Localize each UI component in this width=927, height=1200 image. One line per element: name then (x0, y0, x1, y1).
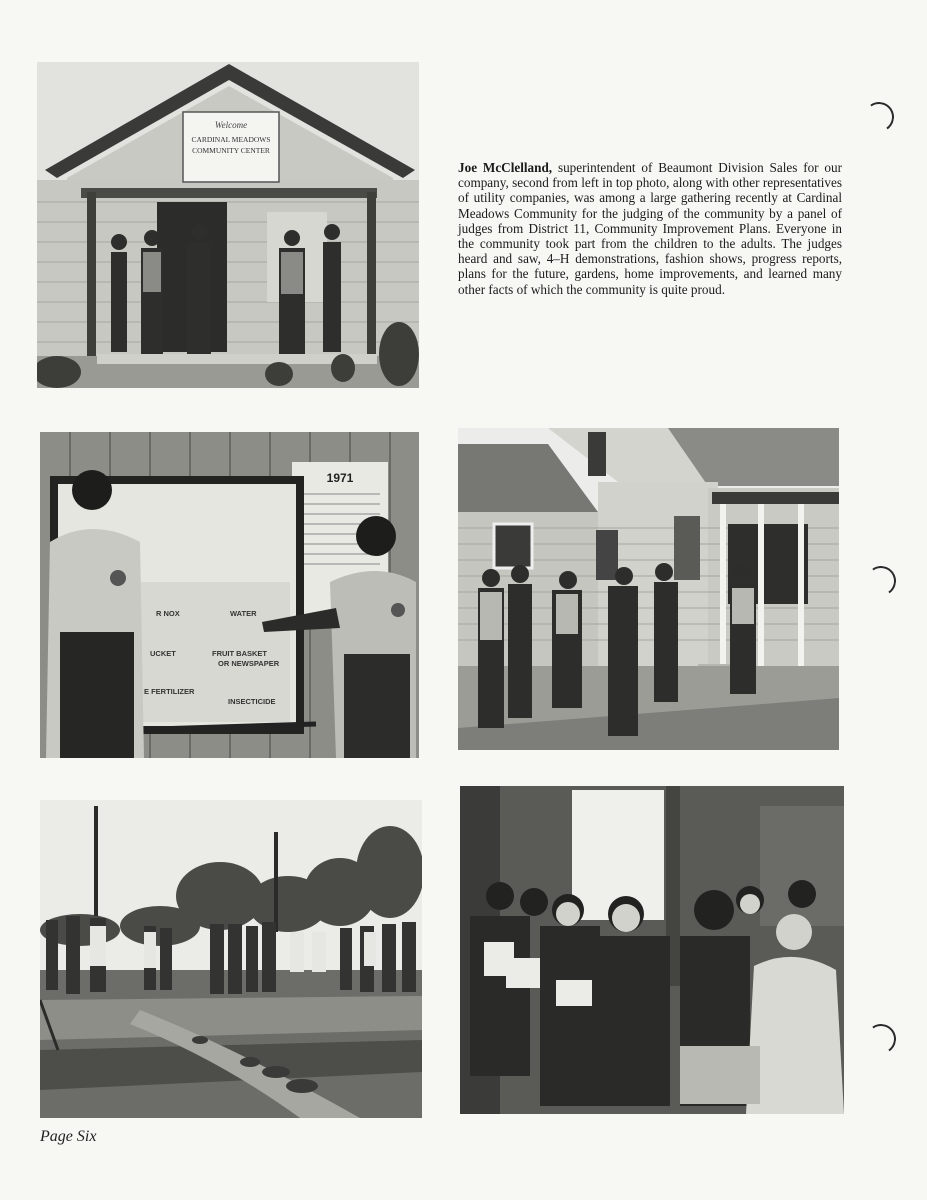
photo-house-visit (458, 428, 839, 750)
sign-welcome: Welcome (214, 120, 248, 130)
photo-demonstration (40, 432, 419, 758)
punch-hole-bottom (864, 1022, 899, 1057)
photo-caption (458, 160, 842, 297)
page-number-label: Page Six (40, 1128, 97, 1145)
punch-hole-top (862, 100, 897, 135)
chart-row4-left: E FERTILIZER (144, 687, 195, 696)
chart-row5-right: INSECTICIDE (228, 697, 276, 706)
punch-hole-middle (864, 564, 899, 599)
photo-garden (40, 800, 422, 1118)
chart-row1-left: R NOX (156, 609, 180, 618)
sign-line-center: COMMUNITY CENTER (192, 146, 270, 155)
photo-audience (460, 786, 844, 1114)
chart-row1-right: WATER (230, 609, 257, 618)
sign-line-name: CARDINAL MEADOWS (191, 135, 271, 144)
chart-row2-right: FRUIT BASKET (212, 649, 267, 658)
caption-body: superintendent of Beaumont Division Sales for our company, second from left in top photo, along with other representatives of utility companies, was among a large gathering recently at Cardinal Meadows Community for the judging of the community by a panel of judges from District 11, Community Improvement Plans. Everyone in the community took part from the children to the adults. The judges heard and saw, 4–H demonstrations, fashion shows, progress reports, plans for the future, gardens, home improvements, and learned many other facts of which the community is quite proud. (458, 160, 842, 297)
chart-row3-right: OR NEWSPAPER (218, 659, 280, 668)
chart-row2-left: UCKET (150, 649, 176, 658)
caption-lead: Joe McClelland, (458, 160, 553, 175)
photo-community-center (37, 62, 419, 388)
poster-year: 1971 (326, 471, 354, 485)
